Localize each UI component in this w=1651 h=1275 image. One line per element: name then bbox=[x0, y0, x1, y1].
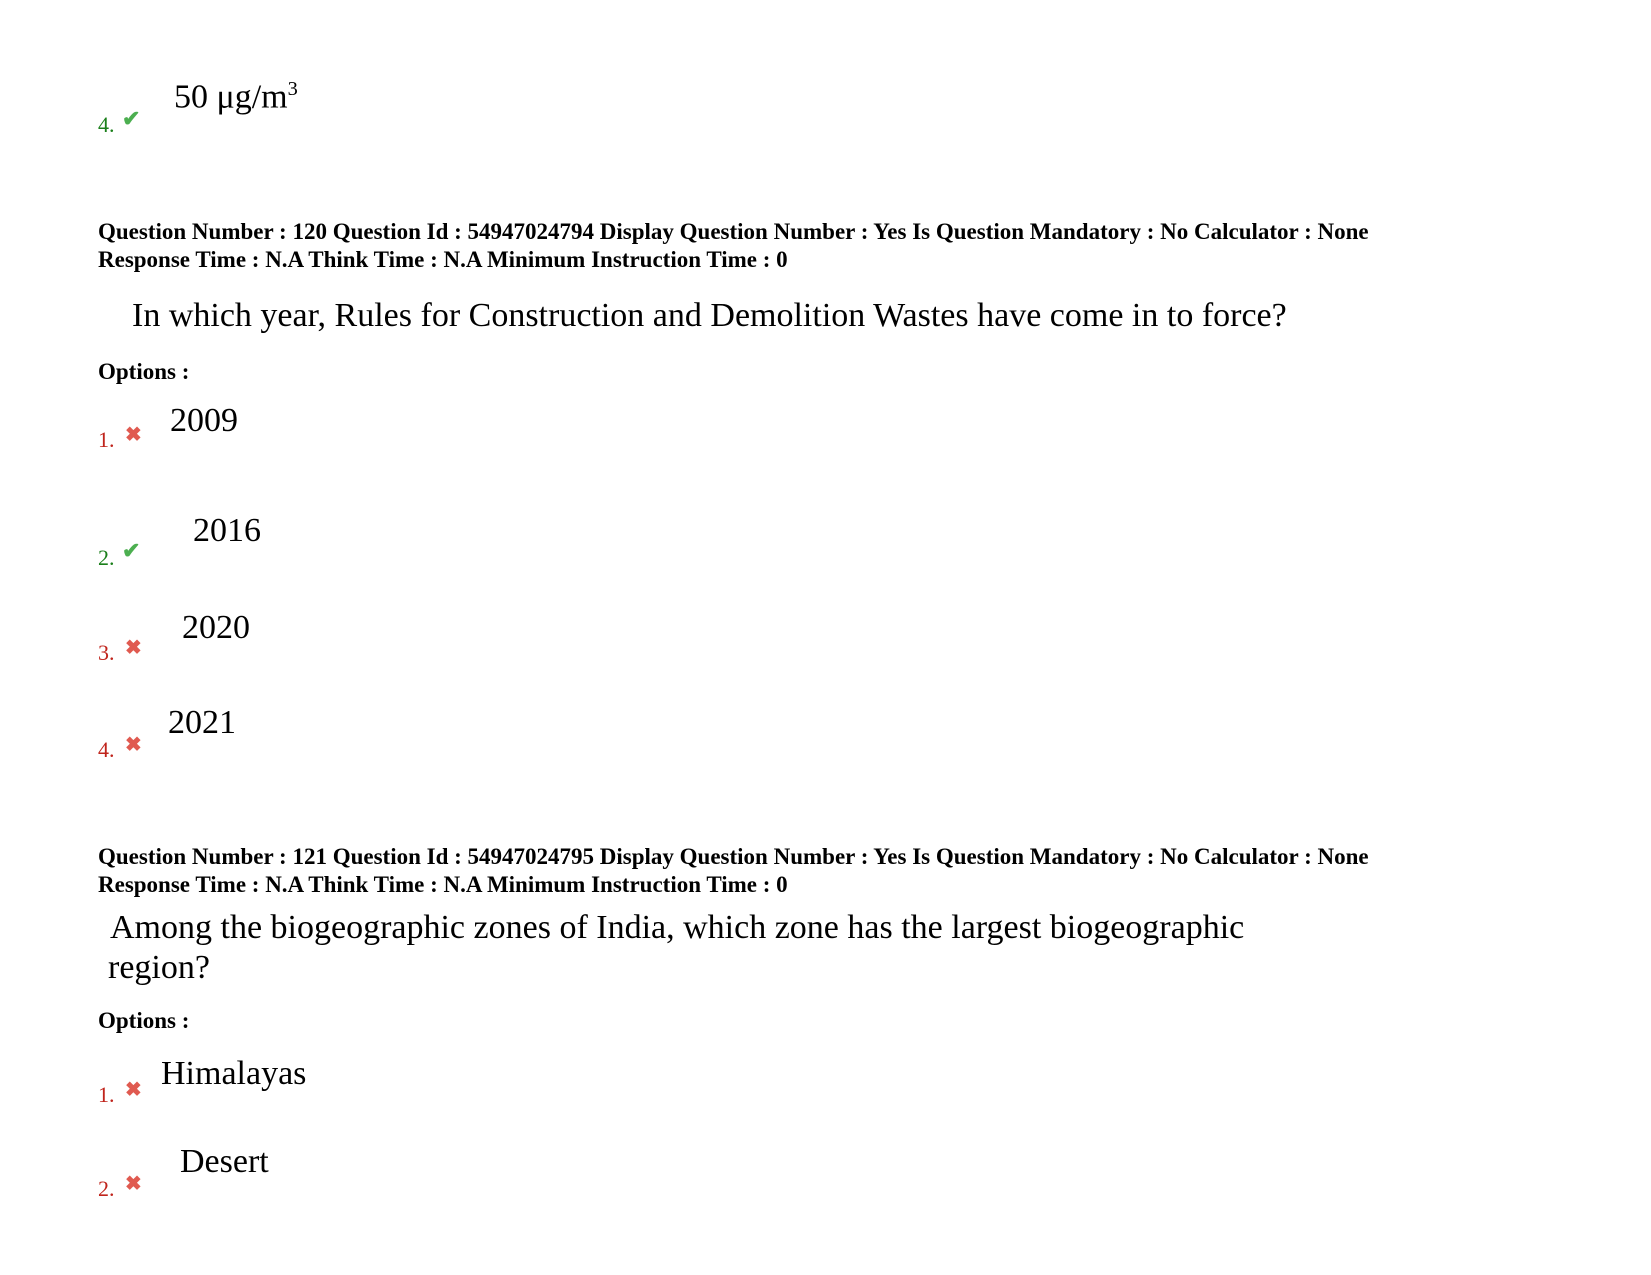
cross-icon: ✖ bbox=[125, 424, 142, 446]
question-meta-line2: Response Time : N.A Think Time : N.A Minimum Instruction Time : 0 bbox=[98, 872, 788, 897]
option-number: 4. bbox=[98, 112, 115, 137]
option-number: 1. bbox=[98, 1082, 115, 1107]
cross-icon: ✖ bbox=[125, 734, 142, 756]
option-number: 1. bbox=[98, 427, 115, 452]
option-text: 2020 bbox=[182, 609, 250, 646]
check-icon: ✔ bbox=[122, 106, 141, 131]
question-meta-line1: Question Number : 120 Question Id : 54947024794 Display Question Number : Yes Is Question Mandatory : No Calculator : None bbox=[98, 219, 1369, 244]
option-number: 2. bbox=[98, 1176, 115, 1201]
cross-icon: ✖ bbox=[125, 1079, 142, 1101]
option-text: 2016 bbox=[193, 512, 261, 549]
option-number: 3. bbox=[98, 640, 115, 665]
option-text: Desert bbox=[180, 1143, 269, 1180]
options-label: Options : bbox=[98, 359, 190, 384]
option-number: 2. bbox=[98, 545, 115, 570]
question-meta-line2: Response Time : N.A Think Time : N.A Minimum Instruction Time : 0 bbox=[98, 247, 788, 272]
option-number: 4. bbox=[98, 737, 115, 762]
question-meta-line1: Question Number : 121 Question Id : 54947024795 Display Question Number : Yes Is Question Mandatory : No Calculator : None bbox=[98, 844, 1369, 869]
options-label: Options : bbox=[98, 1008, 190, 1033]
question-text-line1: Among the biogeographic zones of India, which zone has the largest biogeographic bbox=[110, 909, 1245, 946]
option-text: 2021 bbox=[168, 704, 236, 741]
check-icon: ✔ bbox=[122, 538, 141, 563]
option-text: 50 $\mu g/m^3$ bbox=[174, 78, 298, 116]
option-text: 2009 bbox=[170, 402, 238, 439]
cross-icon: ✖ bbox=[125, 637, 142, 659]
question-text-line2: region? bbox=[108, 949, 210, 986]
option-text: Himalayas bbox=[161, 1055, 307, 1092]
cross-icon: ✖ bbox=[125, 1173, 142, 1195]
question-text: In which year, Rules for Construction and Demolition Wastes have come in to force? bbox=[132, 297, 1287, 334]
